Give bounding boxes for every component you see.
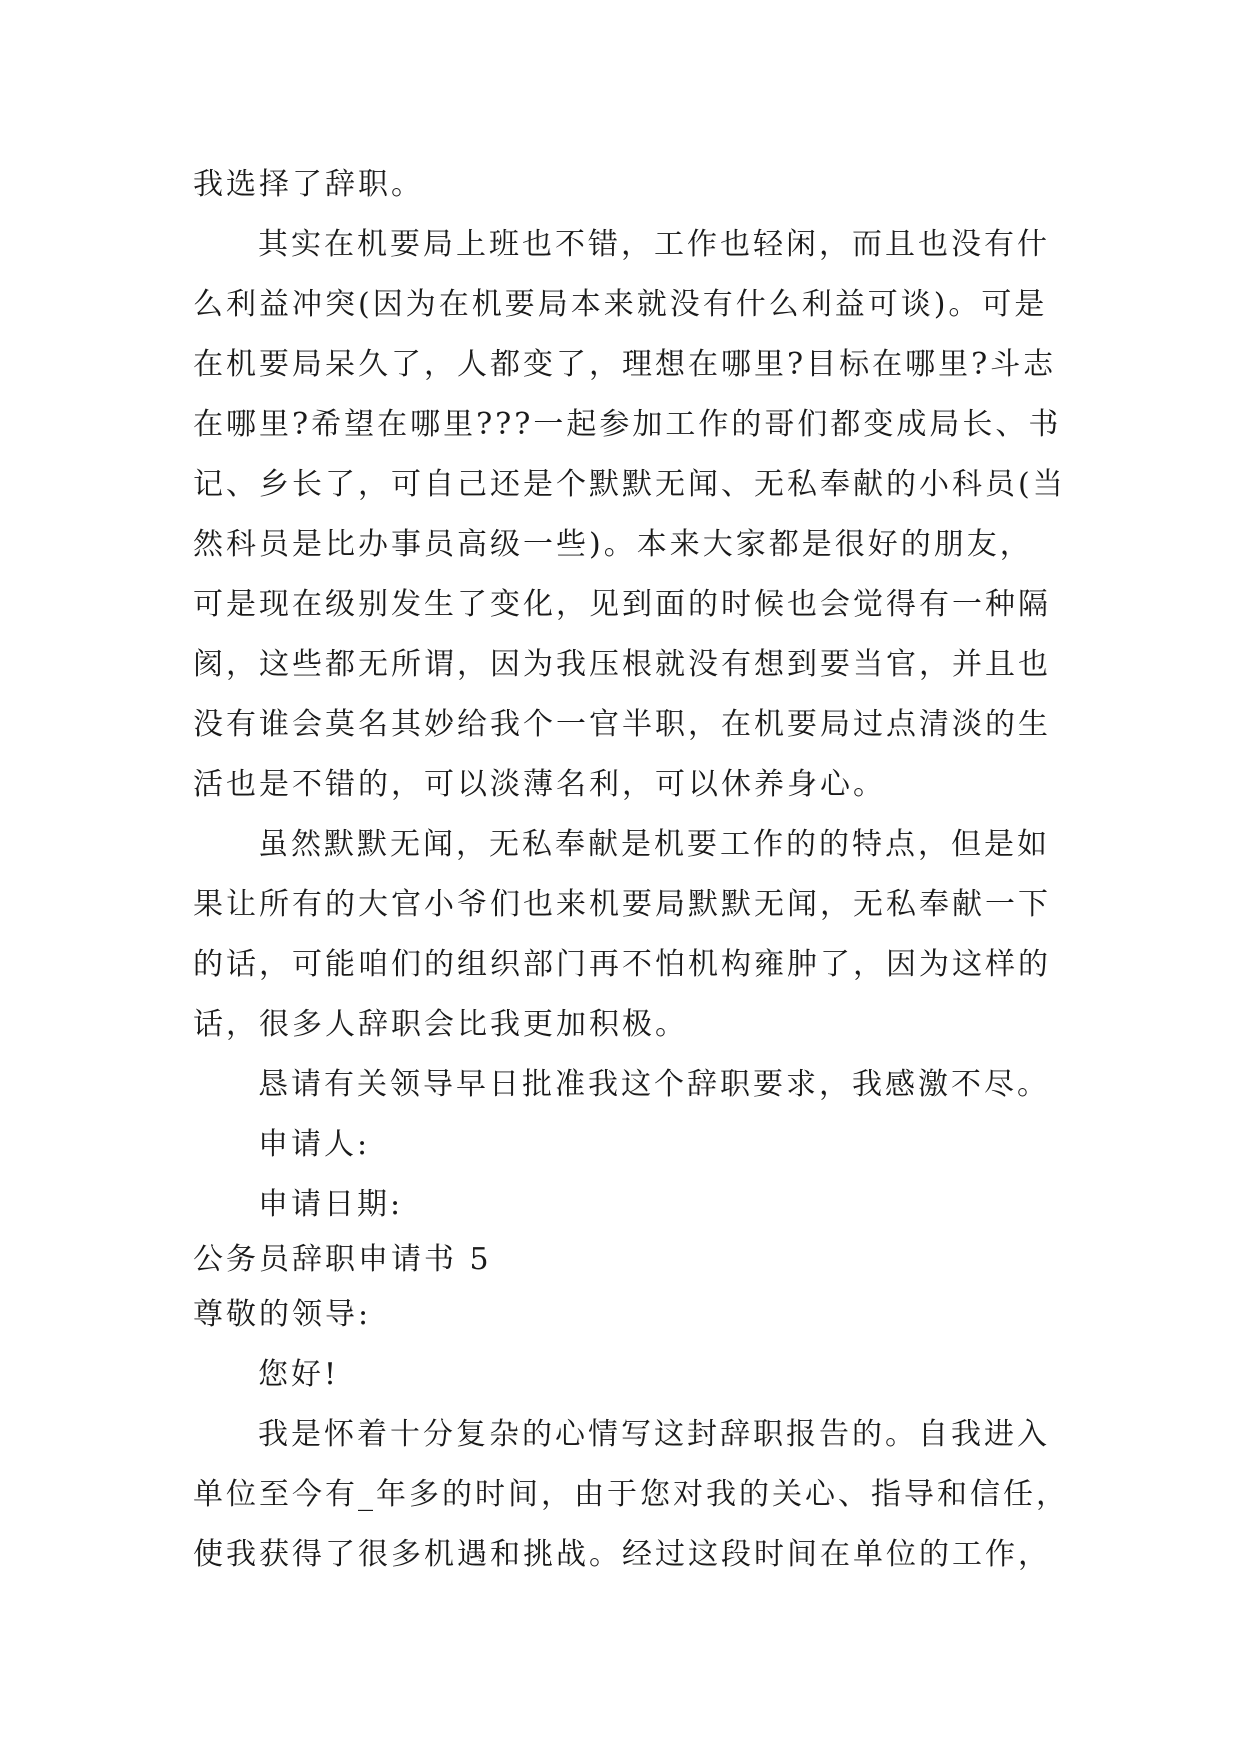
salutation: 尊敬的领导: [193,1297,372,1332]
text-line: 可是现在级别发生了变化，见到面的时候也会觉得有一种隔 [193,587,1051,622]
greeting: 您好! [258,1357,340,1392]
text-line: 单位至今有_年多的时间，由于您对我的关心、指导和信任， [193,1477,1069,1512]
text-line: 使我获得了很多机遇和挑战。经过这段时间在单位的工作， [193,1537,1051,1572]
application-date-label: 申请日期: [258,1187,404,1222]
text-line: 阂，这些都无所谓，因为我压根就没有想到要当官，并且也 [193,647,1051,682]
section-title: 公务员辞职申请书 5 [193,1242,492,1277]
text-line: 果让所有的大官小爷们也来机要局默默无闻，无私奉献一下 [193,887,1051,922]
text-line: 么利益冲突(因为在机要局本来就没有什么利益可谈)。可是 [193,287,1048,322]
text-line: 话，很多人辞职会比我更加积极。 [193,1007,688,1042]
text-line: 在哪里?希望在哪里???一起参加工作的哥们都变成局长、书 [193,407,1062,442]
text-line: 没有谁会莫名其妙给我个一官半职，在机要局过点清淡的生 [193,707,1051,742]
text-line: 然科员是比办事员高级一些)。本来大家都是很好的朋友， [193,527,1033,562]
applicant-label: 申请人: [258,1127,371,1162]
text-line: 记、乡长了，可自己还是个默默无闻、无私奉献的小科员(当 [193,467,1066,502]
text-line: 的话，可能咱们的组织部门再不怕机构雍肿了，因为这样的 [193,947,1051,982]
text-line: 在机要局呆久了，人都变了，理想在哪里?目标在哪里?斗志 [193,347,1057,382]
closing-request: 恳请有关领导早日批准我这个辞职要求，我感激不尽。 [258,1067,1050,1102]
text-line: 我选择了辞职。 [193,167,424,202]
paragraph-start: 虽然默默无闻，无私奉献是机要工作的的特点，但是如 [258,827,1050,862]
text-line: 活也是不错的，可以淡薄名利，可以休养身心。 [193,767,886,802]
paragraph-start: 我是怀着十分复杂的心情写这封辞职报告的。自我进入 [258,1417,1050,1452]
paragraph-start: 其实在机要局上班也不错，工作也轻闲，而且也没有什 [258,227,1050,262]
